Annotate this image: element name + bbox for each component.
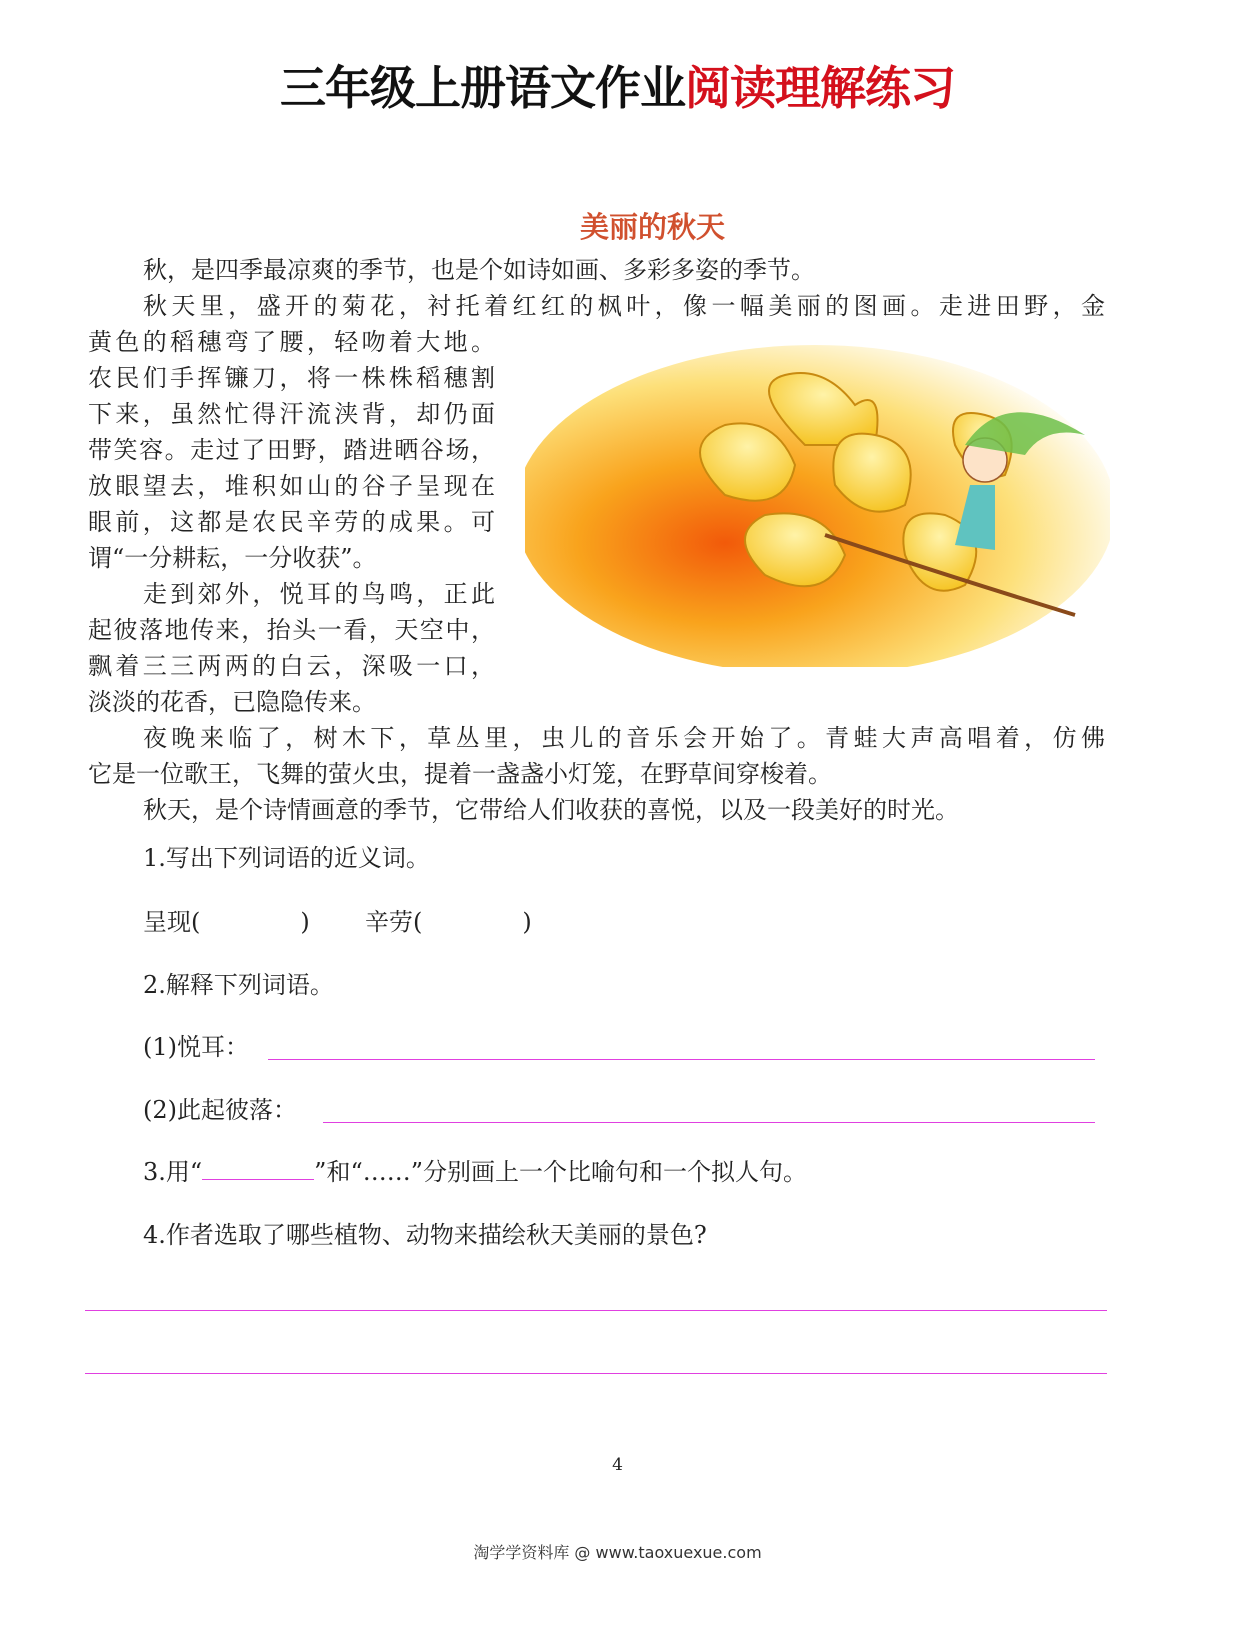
passage-line: 秋天里，盛开的菊花，衬托着红红的枫叶，像一幅美丽的图画。走进田野，金 (143, 292, 1105, 320)
question-1: 1.写出下列词语的近义词。 (143, 844, 430, 872)
passage-line: 秋，是四季最凉爽的季节，也是个如诗如画、多彩多姿的季节。 (143, 256, 815, 284)
passage-line: 起彼落地传来，抬头一看，天空中， (88, 616, 495, 644)
passage-line: 飘着三三两两的白云，深吸一口， (88, 652, 495, 680)
question-2-1: (1)悦耳： (143, 1033, 249, 1061)
close-paren: ) (522, 908, 532, 936)
question-1-items (143, 904, 532, 940)
passage-line: 眼前，这都是农民辛劳的成果。可 (88, 508, 495, 536)
question-3 (143, 1154, 807, 1190)
answer-line[interactable] (85, 1373, 1107, 1374)
title-main: 三年级上册语文作业 (280, 61, 685, 115)
answer-line[interactable] (323, 1122, 1095, 1123)
passage-line: 淡淡的花香，已隐隐传来。 (88, 688, 376, 716)
close-paren: ) (300, 908, 310, 936)
autumn-ginkgo-illustration (525, 345, 1110, 667)
answer-line[interactable] (85, 1310, 1107, 1311)
word-xinlao: 辛劳( (365, 908, 423, 936)
passage-line: 夜晚来临了，树木下，草丛里，虫儿的音乐会开始了。青蛙大声高唱着，仿佛 (143, 724, 1105, 752)
question-3-suffix: ”和“……”分别画上一个比喻句和一个拟人句。 (314, 1158, 807, 1186)
question-2: 2.解释下列词语。 (143, 971, 334, 999)
question-2-2: (2)此起彼落： (143, 1096, 297, 1124)
passage-line: 农民们手挥镰刀，将一株株稻穗割 (88, 364, 495, 392)
underline-sample (202, 1157, 314, 1180)
passage-title: 美丽的秋天 (579, 210, 725, 244)
passage-line: 谓“一分耕耘，一分收获”。 (88, 544, 377, 572)
page-number: 4 (612, 1455, 623, 1475)
passage-line: 放眼望去，堆积如山的谷子呈现在 (88, 472, 495, 500)
page-title (0, 52, 1235, 118)
word-chengxian: 呈现( (143, 908, 201, 936)
passage-line: 带笑容。走过了田野，踏进晒谷场， (88, 436, 495, 464)
passage-line: 秋天，是个诗情画意的季节，它带给人们收获的喜悦，以及一段美好的时光。 (143, 796, 959, 824)
title-highlight: 阅读理解练习 (685, 61, 955, 115)
question-4: 4.作者选取了哪些植物、动物来描绘秋天美丽的景色? (143, 1221, 707, 1249)
passage-line: 黄色的稻穗弯了腰，轻吻着大地。 (88, 328, 495, 356)
footer-watermark: 淘学学资料库 @ www.taoxuexue.com (473, 1543, 762, 1562)
passage-line: 它是一位歌王，飞舞的萤火虫，提着一盏盏小灯笼，在野草间穿梭着。 (88, 760, 832, 788)
question-3-prefix: 3.用“ (143, 1158, 203, 1186)
passage-line: 下来，虽然忙得汗流浃背，却仍面 (88, 400, 495, 428)
answer-line[interactable] (268, 1059, 1095, 1060)
passage-line: 走到郊外，悦耳的鸟鸣，正此 (143, 580, 495, 608)
